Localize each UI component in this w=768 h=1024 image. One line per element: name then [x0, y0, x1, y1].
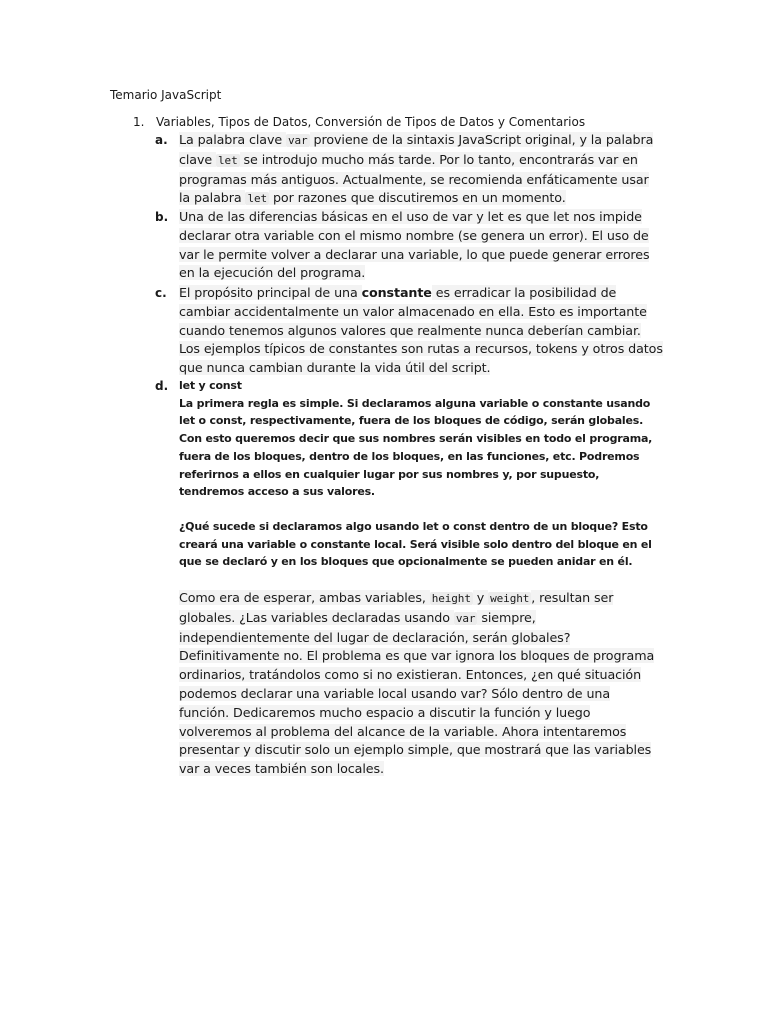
paragraph-text: por razones que discutiremos en un momento.	[269, 190, 566, 206]
paragraph-text: y	[472, 590, 489, 606]
paragraph-text: El propósito principal de una	[179, 285, 362, 300]
bold-paragraph: La primera regla es simple. Si declaramos alguna variable o constante usando let o const, respectivamente, fuera de los bloques de código, serán globales. Con esto queremos decir que sus nombres serán visibles en todo el programa, fuera de los bloques, dentro de los bloques, en las funciones, etc. Podremos referirnos a ellos en cualquier lugar por sus nombres y, por supuesto, tendremos acceso a sus valores.	[179, 396, 653, 499]
sub-letter: b.	[155, 210, 169, 224]
paragraph-text: se introdujo mucho más tarde. Por lo tanto, encontrarás var en programas más antiguos. Actualmente, se recomienda enfáticamente usar la palabra	[179, 151, 649, 206]
inline-code: var	[455, 611, 476, 625]
document-title: Temario JavaScript	[110, 88, 222, 102]
sub-heading: let y const	[179, 379, 242, 392]
list-number: 1.	[133, 115, 145, 129]
paragraph-text: es erradicar la posibilidad de cambiar accidentalmente un valor almacenado en ella. Esto es importante cuando tenemos algunos valores que realmente nunca deberían cambiar. Los ejemplos típicos de constantes son rutas a recursos, tokens y otros datos que nunca cambian durante la vida útil del script.	[179, 285, 663, 376]
inline-code: let	[218, 153, 238, 167]
sub-item-body	[179, 377, 663, 779]
paragraph-text: Como era de esperar, ambas variables,	[179, 590, 430, 606]
sub-item-body	[179, 284, 663, 378]
list-item-1	[133, 114, 673, 130]
paragraph-text: La palabra clave	[179, 132, 287, 147]
paragraph-text: proviene de la sintaxis JavaScript original, y la palabra clave	[179, 132, 654, 167]
inline-code: var	[288, 134, 308, 147]
paragraph-text: , resultan ser globales. ¿Las variables declaradas usando	[179, 590, 614, 625]
paragraph-text: Una de las diferencias básicas en el uso de var y let es que let nos impide declarar otra variable con el mismo nombre (se genera un error). El uso de var le permite volver a declarar una variable, lo que puede generar errores en la ejecución del programa.	[179, 209, 650, 281]
paragraph	[179, 589, 663, 779]
inline-code: height	[431, 592, 471, 606]
emphasized-term: constante	[361, 285, 432, 300]
sub-item-body	[179, 131, 663, 209]
sub-letter: c.	[155, 286, 167, 300]
sub-letter: d.	[155, 379, 169, 393]
paragraph-text: siempre, independientemente del lugar de declaración, serán globales? Definitivamente no. El problema es que var ignora los bloques de programa ordinarios, tratándolos como si no existieran. Entonces, ¿en qué situación podemos declarar una variable local usando var? Sólo dentro de una función. Dedicaremos mucho espacio a discutir la función y luego volveremos al problema del alcance de la variable. Ahora intentaremos presentar y discutir solo un ejemplo simple, que mostrará que las variables var a veces también son locales.	[179, 609, 655, 777]
inline-code: weight	[490, 592, 530, 606]
inline-code: let	[247, 192, 268, 206]
sub-letter: a.	[155, 133, 168, 147]
bold-paragraph: ¿Qué sucede si declaramos algo usando let o const dentro de un bloque? Esto creará una variable o constante local. Será visible solo dentro del bloque en el que se declaró y en los bloques que opcionalmente se pueden anidar en él.	[179, 519, 652, 569]
list-item-title: Variables, Tipos de Datos, Conversión de Tipos de Datos y Comentarios	[156, 115, 586, 129]
sub-item-body	[179, 208, 663, 283]
